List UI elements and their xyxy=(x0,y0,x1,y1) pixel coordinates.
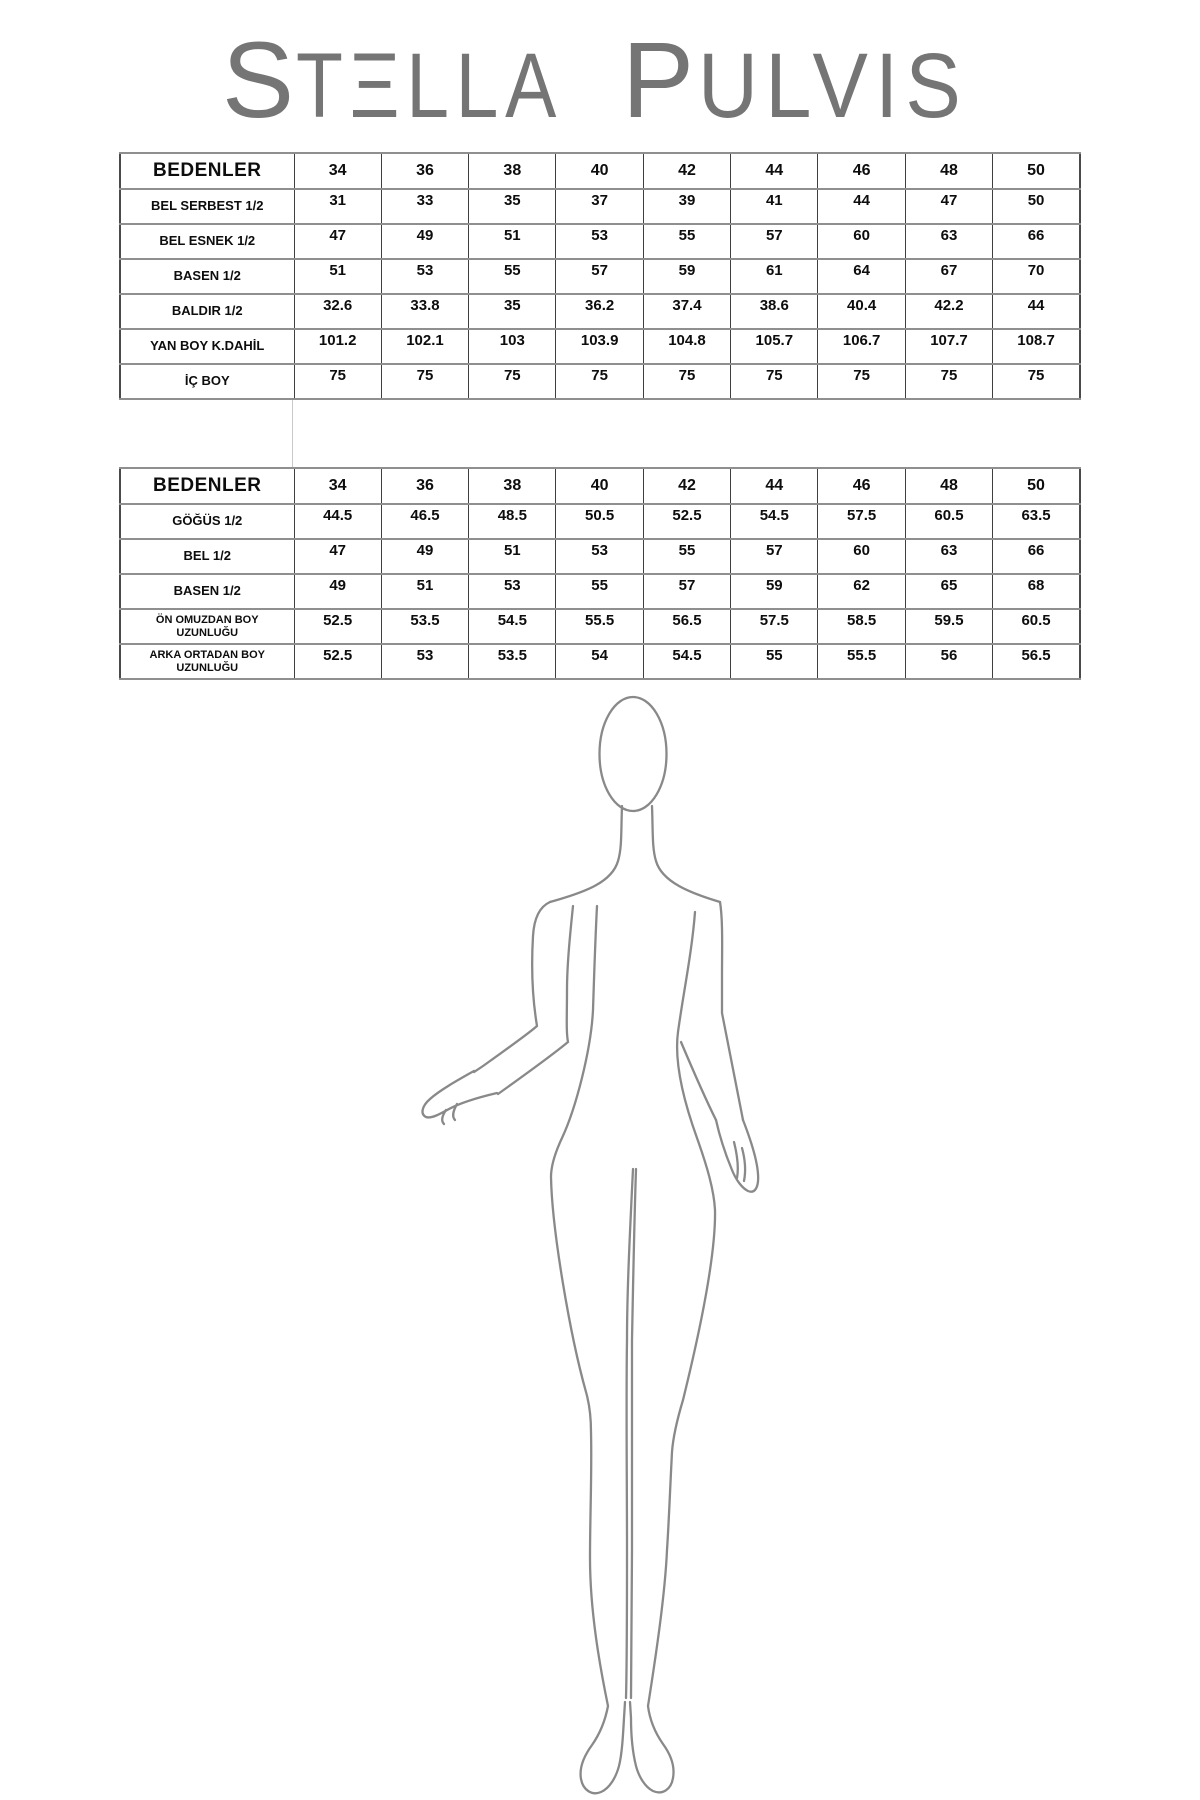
measure-value-cell: 35 xyxy=(469,189,556,224)
measure-value-cell: 75 xyxy=(556,364,643,399)
measure-value-cell: 54.5 xyxy=(469,609,556,644)
measure-value-cell: 57 xyxy=(731,539,818,574)
header-row xyxy=(120,153,1080,189)
measure-value-cell: 75 xyxy=(818,364,905,399)
measure-value-cell: 42.2 xyxy=(905,294,992,329)
measure-value-cell: 39 xyxy=(643,189,730,224)
measure-value-cell: 56.5 xyxy=(643,609,730,644)
measure-value-cell: 44.5 xyxy=(294,504,381,539)
size-header-cell: 50 xyxy=(993,468,1080,504)
figure-right-side-and-leg xyxy=(630,912,715,1792)
measure-value-cell: 49 xyxy=(294,574,381,609)
measure-value-cell: 52.5 xyxy=(294,644,381,679)
measure-row xyxy=(120,644,1080,679)
measure-value-cell: 53.5 xyxy=(469,644,556,679)
measure-value-cell: 66 xyxy=(993,539,1080,574)
measure-label-cell: YAN BOY K.DAHİL xyxy=(120,329,294,364)
size-header-cell: 42 xyxy=(643,153,730,189)
measure-value-cell: 53 xyxy=(556,539,643,574)
measure-label-cell: ÖN OMUZDAN BOY UZUNLUĞU xyxy=(120,609,294,644)
measure-row xyxy=(120,504,1080,539)
figure-neck-shoulder-left xyxy=(550,806,622,902)
measure-value-cell: 53 xyxy=(381,644,468,679)
measure-value-cell: 59.5 xyxy=(905,609,992,644)
measure-value-cell: 63 xyxy=(905,224,992,259)
measure-value-cell: 57 xyxy=(643,574,730,609)
measure-value-cell: 103.9 xyxy=(556,329,643,364)
measure-value-cell: 50.5 xyxy=(556,504,643,539)
size-header-cell: 40 xyxy=(556,153,643,189)
figure-right-hand-finger2 xyxy=(742,1148,745,1181)
measure-value-cell: 55.5 xyxy=(818,644,905,679)
measure-value-cell: 40.4 xyxy=(818,294,905,329)
measure-label-cell: GÖĞÜS 1/2 xyxy=(120,504,294,539)
measure-value-cell: 60 xyxy=(818,539,905,574)
measure-row xyxy=(120,539,1080,574)
size-header-cell: 34 xyxy=(294,468,381,504)
size-header-cell: 38 xyxy=(469,153,556,189)
measure-value-cell: 47 xyxy=(294,539,381,574)
measure-value-cell: 55.5 xyxy=(556,609,643,644)
measure-value-cell: 102.1 xyxy=(381,329,468,364)
measure-value-cell: 61 xyxy=(731,259,818,294)
table-connector-line xyxy=(292,400,293,467)
measure-value-cell: 64 xyxy=(818,259,905,294)
measure-value-cell: 48.5 xyxy=(469,504,556,539)
measure-value-cell: 55 xyxy=(469,259,556,294)
measure-value-cell: 47 xyxy=(905,189,992,224)
measure-value-cell: 46.5 xyxy=(381,504,468,539)
measure-value-cell: 108.7 xyxy=(993,329,1080,364)
figure-right-hand-finger xyxy=(734,1142,738,1178)
measure-value-cell: 49 xyxy=(381,539,468,574)
measure-label-cell: İÇ BOY xyxy=(120,364,294,399)
measure-value-cell: 66 xyxy=(993,224,1080,259)
measure-value-cell: 52.5 xyxy=(294,609,381,644)
measure-value-cell: 60.5 xyxy=(905,504,992,539)
size-header-cell: 34 xyxy=(294,153,381,189)
measure-value-cell: 32.6 xyxy=(294,294,381,329)
size-header-cell: 36 xyxy=(381,153,468,189)
measure-label-cell: BASEN 1/2 xyxy=(120,259,294,294)
measure-value-cell: 53 xyxy=(556,224,643,259)
measure-value-cell: 51 xyxy=(294,259,381,294)
measure-value-cell: 105.7 xyxy=(731,329,818,364)
measure-label-cell: BEL 1/2 xyxy=(120,539,294,574)
measure-value-cell: 101.2 xyxy=(294,329,381,364)
measure-value-cell: 38.6 xyxy=(731,294,818,329)
measure-value-cell: 59 xyxy=(731,574,818,609)
size-header-cell: 50 xyxy=(993,153,1080,189)
measure-value-cell: 59 xyxy=(643,259,730,294)
measure-value-cell: 103 xyxy=(469,329,556,364)
measure-label-cell: ARKA ORTADAN BOY UZUNLUĞU xyxy=(120,644,294,679)
measure-row xyxy=(120,224,1080,259)
size-header-cell: 38 xyxy=(469,468,556,504)
measure-value-cell: 106.7 xyxy=(818,329,905,364)
table-title-cell: BEDENLER xyxy=(120,468,294,504)
measure-value-cell: 55 xyxy=(731,644,818,679)
measure-row xyxy=(120,364,1080,399)
size-header-cell: 44 xyxy=(731,153,818,189)
figure-left-arm-inner xyxy=(498,906,573,1094)
size-table-bottoms xyxy=(119,152,1081,400)
brand-word1-rest: TΞLLA xyxy=(296,35,563,124)
measure-value-cell: 55 xyxy=(643,224,730,259)
measure-value-cell: 54 xyxy=(556,644,643,679)
figure-head xyxy=(600,697,667,811)
measure-value-cell: 37.4 xyxy=(643,294,730,329)
brand-word2-rest: ULVIS xyxy=(698,35,968,124)
measure-value-cell: 53 xyxy=(381,259,468,294)
measure-value-cell: 60 xyxy=(818,224,905,259)
brand-logo xyxy=(150,14,1050,124)
measure-row xyxy=(120,189,1080,224)
brand-word2-initial: P xyxy=(622,19,695,124)
measure-value-cell: 55 xyxy=(643,539,730,574)
size-header-cell: 42 xyxy=(643,468,730,504)
measure-value-cell: 75 xyxy=(469,364,556,399)
size-header-cell: 44 xyxy=(731,468,818,504)
measure-value-cell: 58.5 xyxy=(818,609,905,644)
figure-left-side-and-leg xyxy=(551,906,625,1793)
measure-value-cell: 70 xyxy=(993,259,1080,294)
measure-value-cell: 50 xyxy=(993,189,1080,224)
measure-value-cell: 75 xyxy=(643,364,730,399)
measure-value-cell: 75 xyxy=(905,364,992,399)
measure-value-cell: 63.5 xyxy=(993,504,1080,539)
measure-row xyxy=(120,259,1080,294)
measure-label-cell: BEL ESNEK 1/2 xyxy=(120,224,294,259)
measure-value-cell: 51 xyxy=(381,574,468,609)
measure-value-cell: 51 xyxy=(469,539,556,574)
measure-value-cell: 57.5 xyxy=(731,609,818,644)
size-header-cell: 40 xyxy=(556,468,643,504)
measure-value-cell: 33.8 xyxy=(381,294,468,329)
size-header-cell: 36 xyxy=(381,468,468,504)
brand-word1-initial: S xyxy=(222,19,295,124)
measure-value-cell: 104.8 xyxy=(643,329,730,364)
measure-value-cell: 62 xyxy=(818,574,905,609)
measure-value-cell: 65 xyxy=(905,574,992,609)
measure-value-cell: 35 xyxy=(469,294,556,329)
measure-value-cell: 55 xyxy=(556,574,643,609)
measure-value-cell: 68 xyxy=(993,574,1080,609)
measure-value-cell: 54.5 xyxy=(643,644,730,679)
size-header-cell: 46 xyxy=(818,153,905,189)
measure-label-cell: BALDIR 1/2 xyxy=(120,294,294,329)
measure-value-cell: 57.5 xyxy=(818,504,905,539)
measure-value-cell: 57 xyxy=(556,259,643,294)
measure-value-cell: 107.7 xyxy=(905,329,992,364)
header-row xyxy=(120,468,1080,504)
figure-right-arm-outer xyxy=(720,902,743,1120)
size-header-cell: 48 xyxy=(905,153,992,189)
measure-value-cell: 63 xyxy=(905,539,992,574)
measure-value-cell: 56 xyxy=(905,644,992,679)
measure-label-cell: BEL SERBEST 1/2 xyxy=(120,189,294,224)
measure-value-cell: 51 xyxy=(469,224,556,259)
measure-value-cell: 49 xyxy=(381,224,468,259)
size-header-cell: 48 xyxy=(905,468,992,504)
size-table-tops xyxy=(119,467,1081,680)
measure-value-cell: 33 xyxy=(381,189,468,224)
measure-value-cell: 44 xyxy=(818,189,905,224)
measure-value-cell: 54.5 xyxy=(731,504,818,539)
figure-left-arm-outer xyxy=(474,902,550,1072)
figure-left-hand xyxy=(423,1071,497,1117)
measure-value-cell: 44 xyxy=(993,294,1080,329)
figure-neck-shoulder-right xyxy=(652,806,720,902)
measure-value-cell: 57 xyxy=(731,224,818,259)
measure-row xyxy=(120,294,1080,329)
measure-value-cell: 75 xyxy=(731,364,818,399)
measure-value-cell: 31 xyxy=(294,189,381,224)
measure-row xyxy=(120,574,1080,609)
measure-value-cell: 60.5 xyxy=(993,609,1080,644)
measure-value-cell: 41 xyxy=(731,189,818,224)
measure-value-cell: 53 xyxy=(469,574,556,609)
measure-value-cell: 36.2 xyxy=(556,294,643,329)
measure-value-cell: 37 xyxy=(556,189,643,224)
figure-inner-leg-right xyxy=(631,1169,636,1698)
measure-value-cell: 53.5 xyxy=(381,609,468,644)
fashion-figure-illustration xyxy=(400,690,860,1800)
size-header-cell: 46 xyxy=(818,468,905,504)
measure-row xyxy=(120,609,1080,644)
table-title-cell: BEDENLER xyxy=(120,153,294,189)
measure-value-cell: 56.5 xyxy=(993,644,1080,679)
measure-value-cell: 67 xyxy=(905,259,992,294)
measure-value-cell: 75 xyxy=(294,364,381,399)
measure-value-cell: 52.5 xyxy=(643,504,730,539)
measure-row xyxy=(120,329,1080,364)
measure-value-cell: 47 xyxy=(294,224,381,259)
measure-value-cell: 75 xyxy=(993,364,1080,399)
measure-value-cell: 75 xyxy=(381,364,468,399)
measure-label-cell: BASEN 1/2 xyxy=(120,574,294,609)
